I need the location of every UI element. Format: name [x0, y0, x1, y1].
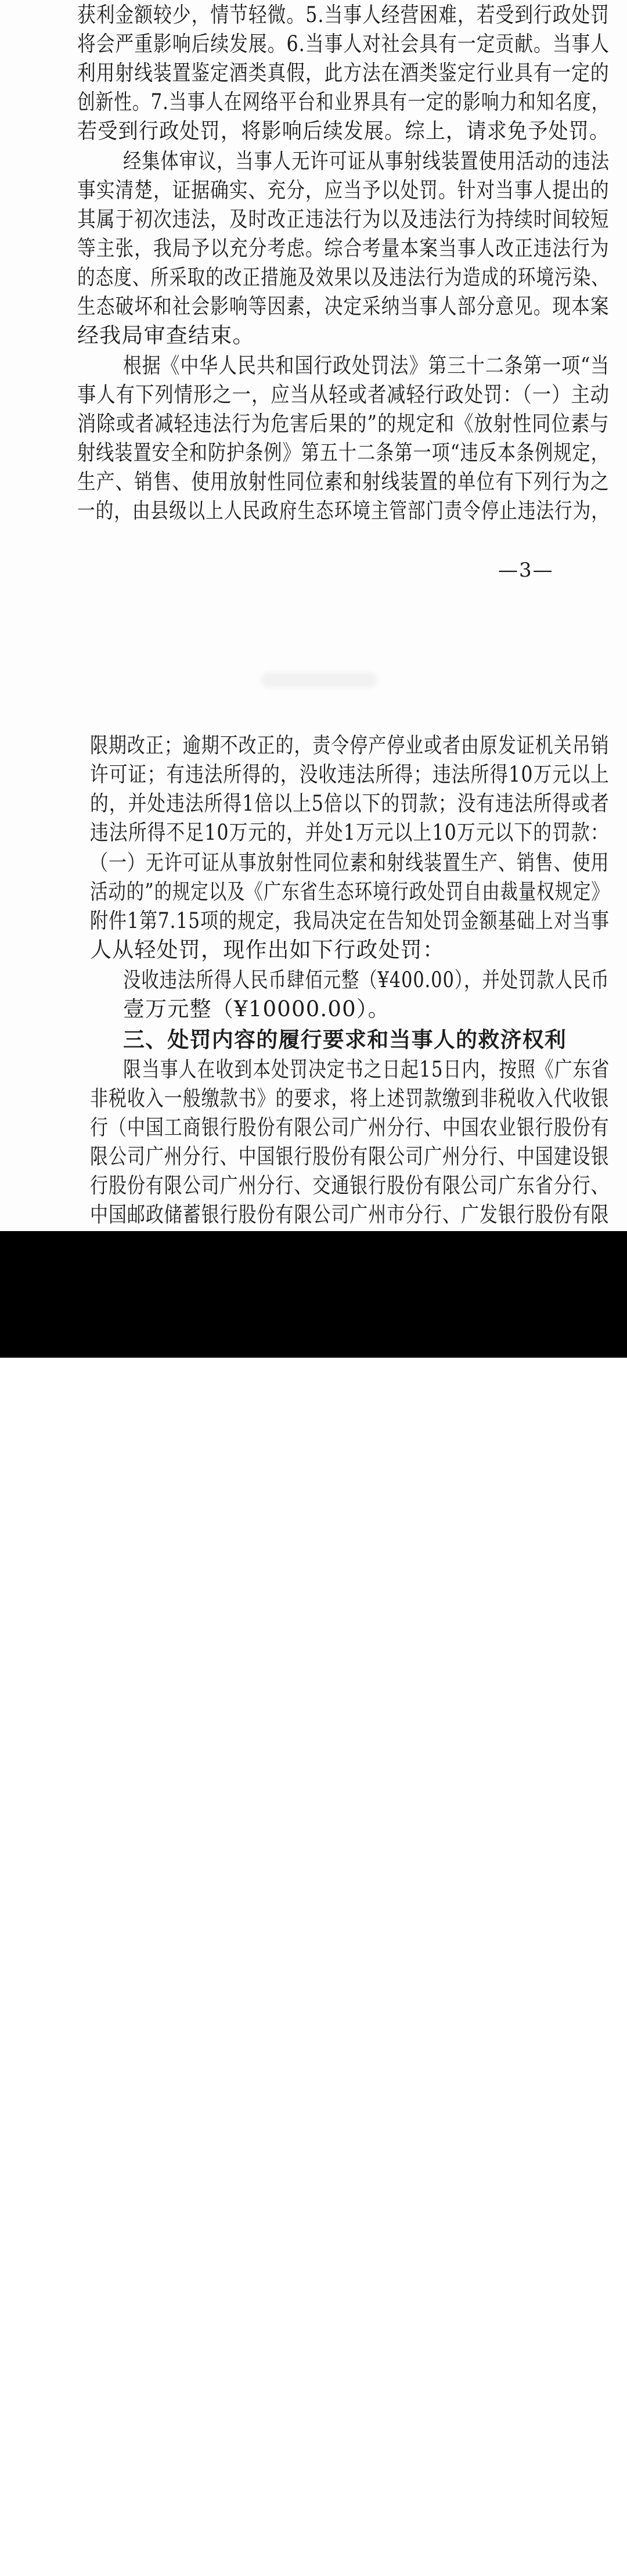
- text-line: 消除或者减轻违法行为危害后果的”的规定和《放射性同位素与: [77, 411, 610, 436]
- text-line: 其属于初次违法，及时改正违法行为以及违法行为持续时间较短: [77, 207, 610, 232]
- text-line: 行股份有限公司广州分行、交通银行股份有限公司广东省分行、: [90, 1173, 610, 1198]
- penalty-line: 没收违法所得人民币肆佰元整（¥400.00），并处罚款人民币: [123, 967, 610, 992]
- paragraph-start-line: 经集体审议，当事人无许可证从事射线装置使用活动的违法: [123, 149, 610, 174]
- text-line: 利用射线装置鉴定酒类真假，此方法在酒类鉴定行业具有一定的: [77, 60, 610, 85]
- text-line: 获利金额较少，情节轻微。5.当事人经营困难，若受到行政处罚: [77, 2, 610, 27]
- text-line: 许可证；有违法所得的，没收违法所得；违法所得10万元以上: [90, 762, 610, 787]
- text-line: 人从轻处罚，现作出如下行政处罚：: [90, 937, 445, 962]
- penalty-line: 壹万元整（¥10000.00）。: [123, 996, 390, 1021]
- text-line: 中国邮政储蓄银行股份有限公司广州市分行、广发银行股份有限: [90, 1202, 610, 1227]
- text-line: 将会严重影响后续发展。6.当事人对社会具有一定贡献。当事人: [77, 31, 610, 56]
- text-line: 行（中国工商银行股份有限公司广州分行、中国农业银行股份有: [90, 1115, 610, 1140]
- text-line: 一的，由县级以上人民政府生态环境主管部门责令停止违法行为，: [77, 498, 610, 523]
- text-line: 事人有下列情形之一，应当从轻或者减轻行政处罚：（一）主动: [77, 382, 610, 407]
- blurred-watermark: [261, 672, 377, 688]
- paragraph-start-line: 根据《中华人民共和国行政处罚法》第三十二条第一项“当: [123, 353, 610, 378]
- text-line: 附件1第7.15项的规定，我局决定在告知处罚金额基础上对当事: [90, 908, 610, 933]
- text-line: 经我局审查结束。: [77, 323, 255, 348]
- text-line: 射线装置安全和防护条例》第五十二条第一项“违反本条例规定，: [77, 440, 610, 465]
- paragraph-start-line: 限当事人在收到本处罚决定书之日起15日内，按照《广东省: [123, 1057, 610, 1082]
- text-line: 限期改正；逾期不改正的，责令停产停业或者由原发证机关吊销: [90, 733, 610, 758]
- text-line: 活动的”的规定以及《广东省生态环境行政处罚自由裁量权规定》: [90, 879, 610, 904]
- text-line: 创新性。7.当事人在网络平台和业界具有一定的影响力和知名度，: [77, 89, 610, 114]
- section-heading: 三、处罚内容的履行要求和当事人的救济权利: [123, 1027, 567, 1052]
- text-line: （一）无许可证从事放射性同位素和射线装置生产、销售、使用: [90, 850, 610, 875]
- text-line: 生产、销售、使用放射性同位素和射线装置的单位有下列行为之: [77, 469, 610, 494]
- text-line: 违法所得不足10万元的，并处1万元以上10万元以下的罚款：: [90, 820, 610, 845]
- text-line: 若受到行政处罚，将影响后续发展。综上，请求免予处罚。: [77, 118, 610, 143]
- text-line: 生态破坏和社会影响等因素，决定采纳当事人部分意见。现本案: [77, 294, 610, 319]
- text-line: 事实清楚，证据确实、充分，应当予以处罚。针对当事人提出的: [77, 178, 610, 203]
- text-line: 限公司广州分行、中国银行股份有限公司广州分行、中国建设银: [90, 1144, 610, 1169]
- text-line: 的，并处违法所得1倍以上5倍以下的罚款；没有违法所得或者: [90, 791, 610, 816]
- text-line: 等主张，我局予以充分考虑。综合考量本案当事人改正违法行为: [77, 236, 610, 261]
- text-line: 的态度、所采取的改正措施及效果以及违法行为造成的环境污染、: [77, 265, 610, 290]
- home-indicator[interactable]: [203, 2568, 427, 2576]
- text-line: 非税收入一般缴款书》的要求，将上述罚款缴到非税收入代收银: [90, 1086, 610, 1111]
- system-bottom-bar: [0, 1231, 627, 1358]
- page-number: —3—: [498, 559, 554, 582]
- document-scan: [0, 0, 627, 1231]
